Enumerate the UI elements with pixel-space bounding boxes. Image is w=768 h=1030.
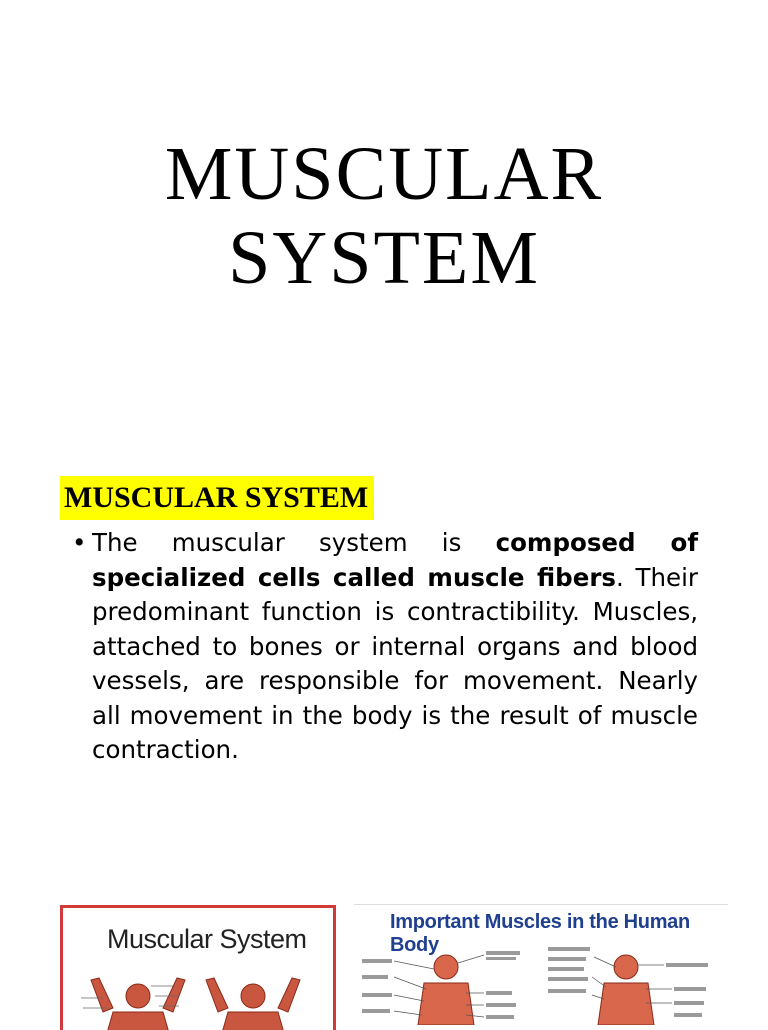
- important-muscles-figure: [354, 904, 728, 1025]
- bold-phrase: composed of specialized cells called muscle fibers: [92, 528, 698, 592]
- figure-1-title: Muscular System: [107, 924, 307, 954]
- slide-title-line-1: MUSCULAR: [164, 132, 604, 216]
- muscular-system-figure: [60, 905, 336, 1030]
- slide-title-line-2: SYSTEM: [228, 216, 540, 300]
- slide-title: [0, 132, 768, 300]
- paragraph-text: [92, 526, 698, 768]
- bullet-marker: •: [72, 528, 87, 557]
- text-part-1: The muscular system is: [92, 528, 496, 557]
- section-heading: MUSCULAR SYSTEM: [60, 476, 374, 520]
- figure-2-title: Important Muscles in the Human Body: [390, 911, 690, 956]
- body-paragraph: [72, 526, 698, 768]
- text-part-2: . Their predominant function is contractibility. Muscles, attached to bones or internal organs and blood vessels, are responsible for movement. Nearly all movement in the body is the result of muscle contraction.: [92, 562, 698, 764]
